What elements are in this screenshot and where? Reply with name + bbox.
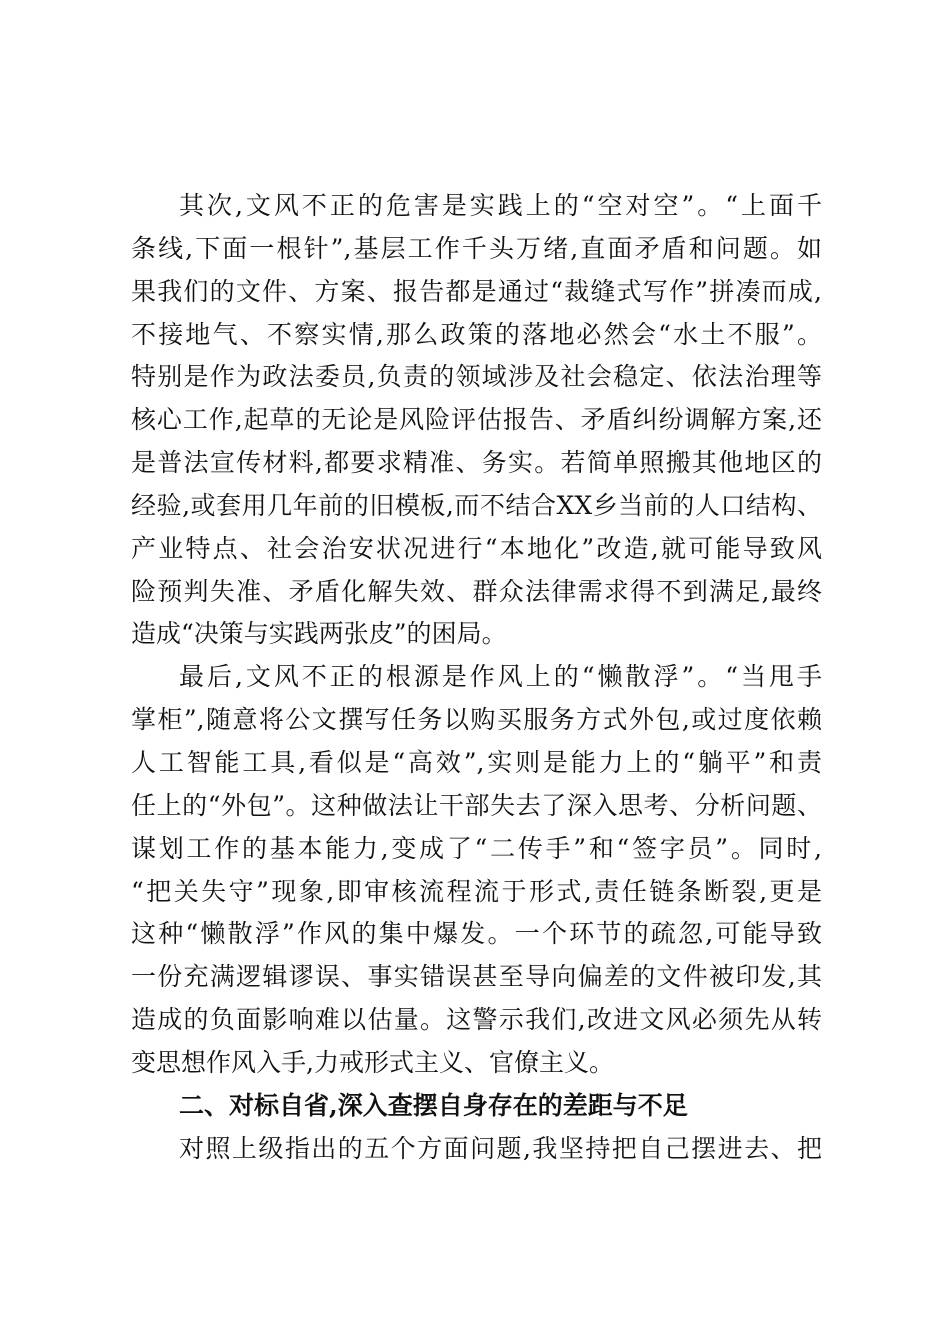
section-heading <box>131 1085 822 1128</box>
text-line: 产业特点、社会治安状况进行“本地化”改造,就可能导致风 <box>131 533 822 563</box>
text-line: 险预判失准、矛盾化解失效、群众法律需求得不到满足,最终 <box>131 576 822 606</box>
paragraph-3 <box>131 1128 822 1171</box>
text-line: 一份充满逻辑谬误、事实错误甚至导向偏差的文件被印发,其 <box>131 962 822 992</box>
text-line: 人工智能工具,看似是“高效”,实则是能力上的“躺平”和责 <box>131 747 822 777</box>
text-line: 经验,或套用几年前的旧模板,而不结合XX乡当前的人口结构、 <box>131 490 822 520</box>
text-line: 果我们的文件、方案、报告都是通过“裁缝式写作”拼凑而成, <box>131 276 822 306</box>
paragraph-1 <box>131 185 822 656</box>
text-line: 这种“懒散浮”作风的集中爆发。一个环节的疏忽,可能导致 <box>131 919 822 949</box>
text-line: 是普法宣传材料,都要求精准、务实。若简单照搬其他地区的 <box>131 448 822 478</box>
text-line: 条线,下面一根针”,基层工作千头万绪,直面矛盾和问题。如 <box>131 233 822 263</box>
text-line: 掌柜”,随意将公文撰写任务以购买服务方式外包,或过度依赖 <box>131 705 822 735</box>
text-line: 不接地气、不察实情,那么政策的落地必然会“水土不服”。 <box>131 319 822 349</box>
text-line: 任上的“外包”。这种做法让干部失去了深入思考、分析问题、 <box>131 790 822 820</box>
document-page <box>131 185 822 1170</box>
text-line: 造成的负面影响难以估量。这警示我们,改进文风必须先从转 <box>131 1005 822 1035</box>
text-line: 核心工作,起草的无论是风险评估报告、矛盾纠纷调解方案,还 <box>131 405 822 435</box>
text-line: 造成“决策与实践两张皮”的困局。 <box>131 619 507 649</box>
text-line: 变思想作风入手,力戒形式主义、官僚主义。 <box>131 1047 614 1077</box>
paragraph-2 <box>131 656 822 1084</box>
text-line: 对照上级指出的五个方面问题,我坚持把自己摆进去、把 <box>179 1133 822 1163</box>
text-line: “把关失守”现象,即审核流程流于形式,责任链条断裂,更是 <box>131 876 822 906</box>
text-line: 最后,文风不正的根源是作风上的“懒散浮”。“当甩手 <box>179 662 822 692</box>
text-line: 其次,文风不正的危害是实践上的“空对空”。“上面千 <box>179 191 822 220</box>
heading-text: 二、对标自省,深入查摆自身存在的差距与不足 <box>179 1090 688 1120</box>
text-line: 谋划工作的基本能力,变成了“二传手”和“签字员”。同时, <box>131 833 822 863</box>
text-line: 特别是作为政法委员,负责的领域涉及社会稳定、依法治理等 <box>131 362 822 392</box>
